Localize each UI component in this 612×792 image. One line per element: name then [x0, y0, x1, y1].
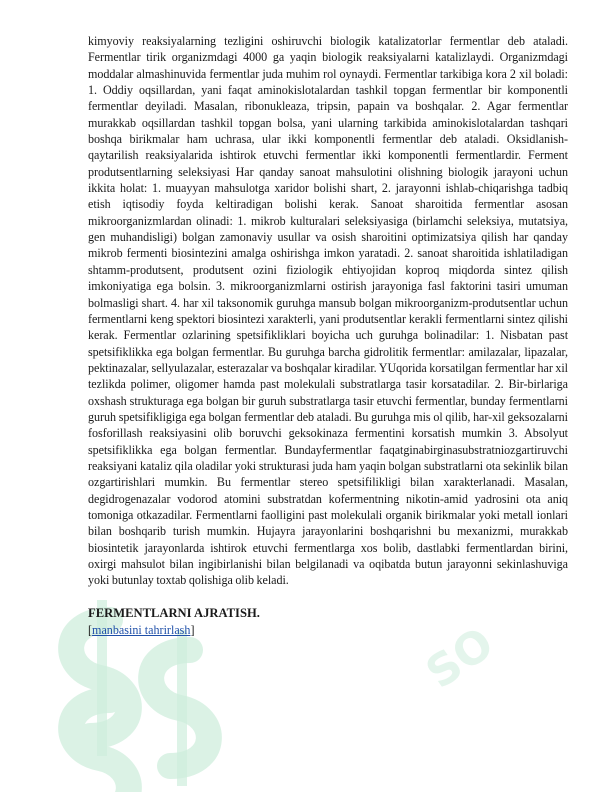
- svg-text:SO: SO: [417, 617, 503, 700]
- bracket-open: [: [88, 622, 93, 637]
- document-page: [88, 33, 568, 638]
- body-paragraph: kimyoviy reaksiyalarning tezligini oshiruvchi biologik katalizatorlar fermentlar deb ataladi. Fermentlar tirik organizmdagi 4000 ga yaqin biologik reaksiyalarni katalizlaydi. Organizmdagi moddalar almashinuvida fermentlar juda muhim rol oynaydi. Fermentlar tarkibiga kora 2 xil boladi: 1. Oddiy oqsillardan, yani faqat aminokislotalardan tashkil topgan fermentlar bir komponentli fermentlar deyiladi. Masalan, ribonukleaza, tripsin, papain va boshqalar. 2. Agar fermentlar murakkab oqsillardan tashkil topgan bolsa, yani ularning tarkibida aminokislotalardan tashqari boshqa birikmalar ham uchrasa, ular ikki komponentli fermentlar deb ataladi. Oksidlanish-qaytarilish reaksiyalarida ishtirok etuvchi fermentlar ikki komponentli fermentlardir. Ferment produtsentlarning seleksiyasi Har qanday sanoat mahsulotini olishning biologik jarayoni uchun ikkita holat: 1. muayyan mahsulotga xaridor bolishi shart, 2. jarayonni ishlab-chiqarishga tadbiq etish iqtisodiy foyda keltiradigan bolishi kerak. Sanoat sharoitida fermentlar asosan mikroorganizmlardan olinadi: 1. mikrob kulturalari seleksiyasiga (birlamchi seleksiya, mutatsiya, gen muhandisligi) bolgan zamonaviy usullar va osish sharoitini optimizatsiya qilish har qanday mikrob fermenti biosintezini amalga oshirishga imkon yaratadi. 2. sanoat sharoitida ishlatiladigan shtamm-produtsent, produtsent ozini fiziologik ehtiyojidan koproq miqdorda sintez qilish imkoniyatiga ega bolsin. 3. mikroorganizmlarni ostirish jarayoniga fasl faktorini tasiri umuman bolmasligi shart. 4. har xil taksonomik guruhga mansub bolgan mikroorganizm-produtsentlar uchun fermentlarni keng spektori biosintezi xarakterli, yani produtsentlar kerakli fermentlarni sintez qilishi kerak. Fermentlar ozlarining spetsifikliklari boyicha uch guruhga bolinadilar: 1. Nisbatan past spetsifiklikka ega bolgan fermentlar. Bu guruhga barcha gidrolitik fermentlar: amilazalar, lipazalar, pektinazalar, sellyulazalar, esterazalar va boshqalar kiradilar. YUqorida korsatilgan fermentlar har xil tezlikda polimer, oligomer hamda past molekulali substratlarga tasir korsatadilar. 2. Bir-birlariga oxshash strukturaga ega bolgan bir guruh substratlarga tasir etuvchi fermentlar, bunday fermentlarni guruh spetsifikligiga ega bolgan fermentlar deb ataladi. Bu guruhga mis ol qilib, har-xil geksozalarni fosforillash reaksiyasini olib boruvchi geksokinaza fermentini korsatish mumkin 3. Absolyut spetsifiklikka ega bolgan fermentlar. Bundayfermentlar faqatginabirginasubstratniozgartiruvchi reaksiyani kataliz qila oladilar yoki strukturasi juda ham yaqin bolgan substratlarni ota sekinlik bilan ozgartirishlari mumkin. Bu fermentlar stereo spetsifilikligi bilan xarakterlanadi. Masalan, degidrogenazalar vodorod atomini substratdan kofermentning nikotin-amid yadrosini ota aniq tomoniga otkazadilar. Fermentlarni faolligini past molekulali organik birikmalar yoki metall ionlari bilan boshqarib turish mumkin. Hujayra jarayonlarini boshqarishni bu mexanizmi, murakkab biosintetik jarayonlarda ishtirok etuvchi fermentlarga xos bolib, dastlabki fermentlardan birini, oxirgi mahsulot bilan ingibirlanishi bilan belgilanadi va oqibatda butun jarayonni sekinlashuviga yoki butunlay toxtab qolishiga olib keladi.: [88, 34, 568, 588]
- edit-source-line: [88, 622, 568, 638]
- section-heading: FERMENTLARNI AJRATISH.: [88, 605, 260, 620]
- bracket-close: ]: [190, 622, 195, 637]
- edit-source-link[interactable]: manbasini tahrirlash: [92, 622, 191, 637]
